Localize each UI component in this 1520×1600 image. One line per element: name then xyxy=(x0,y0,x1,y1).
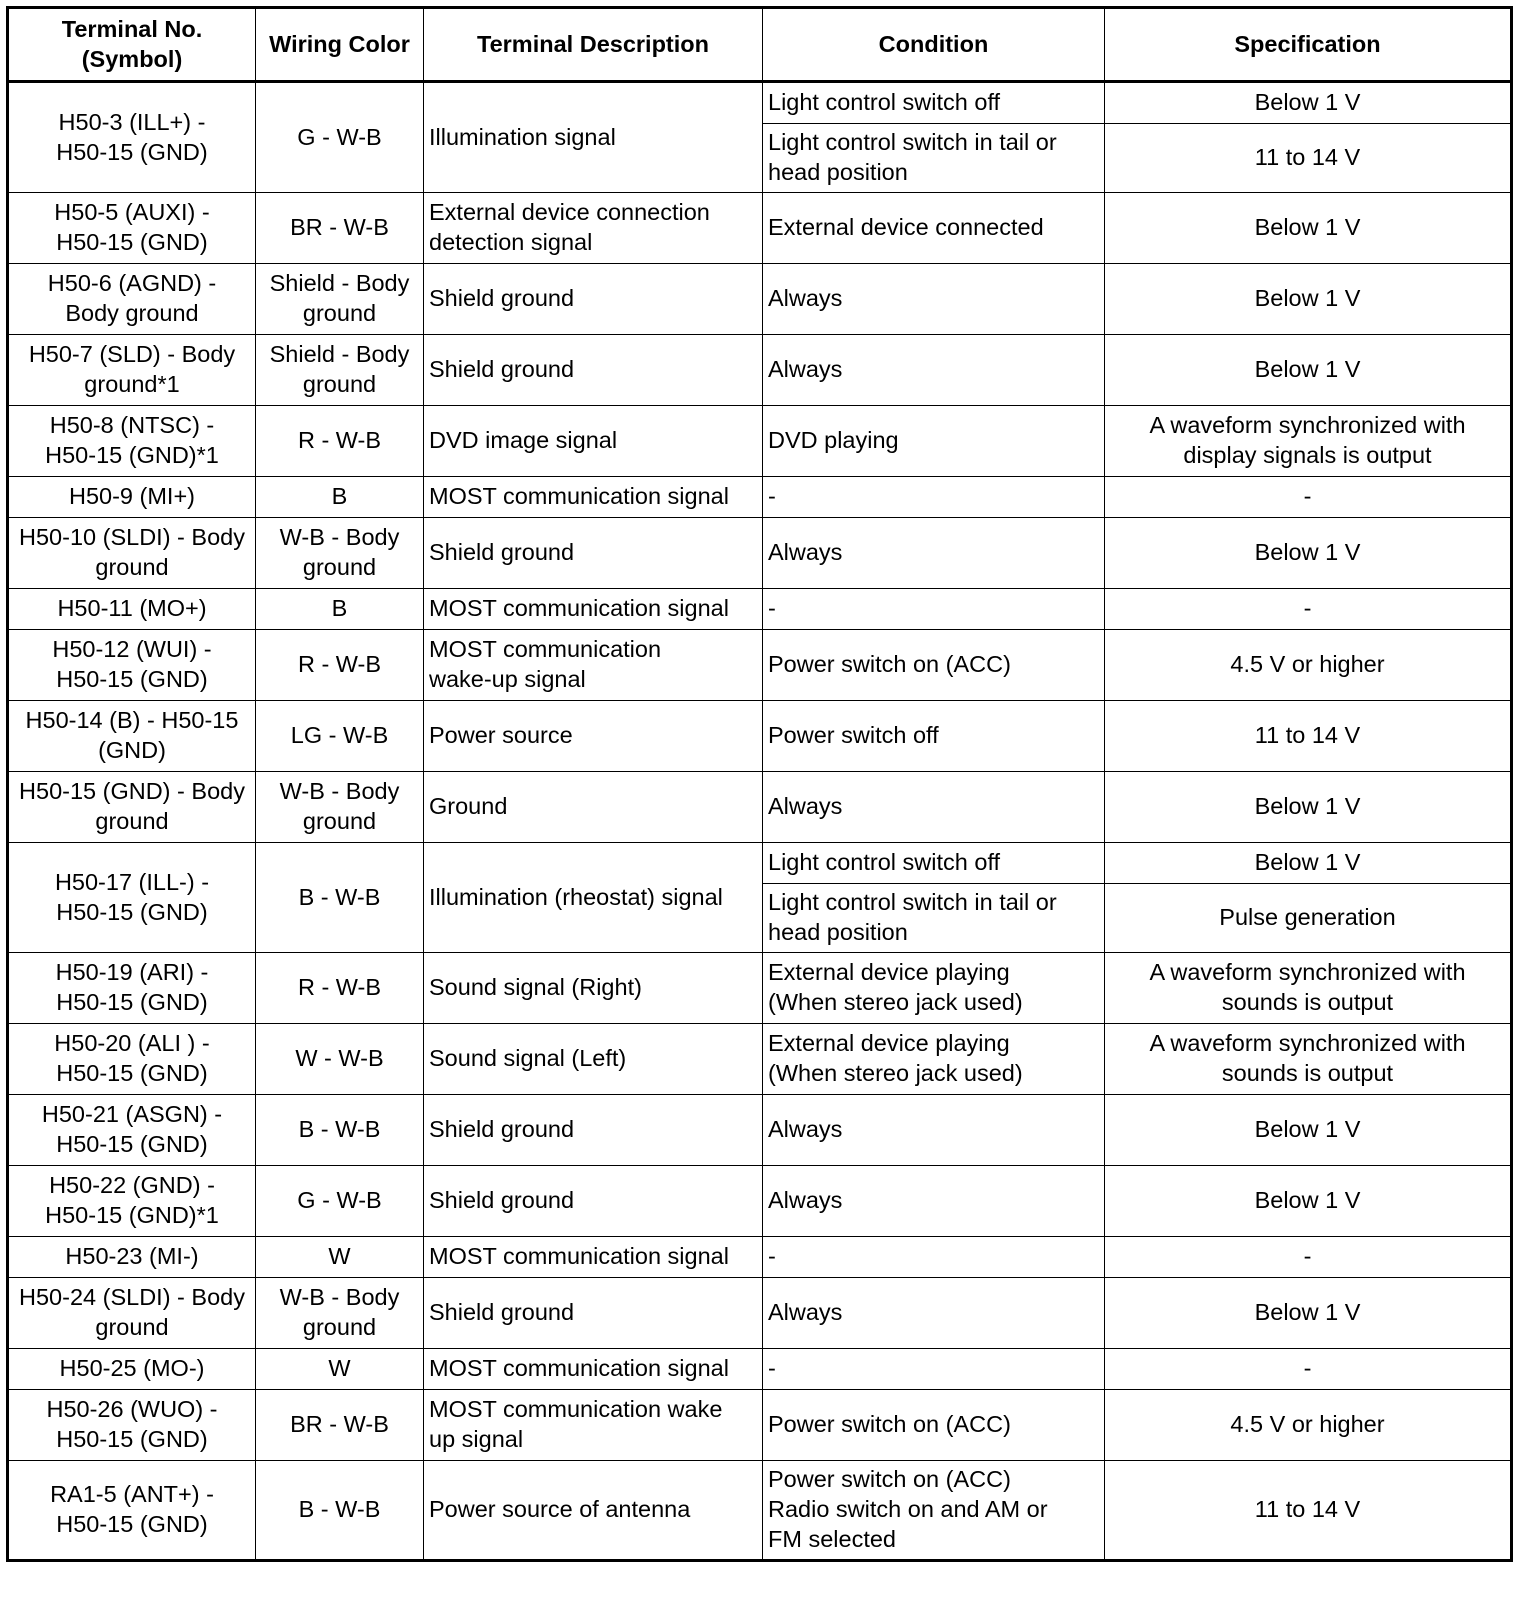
wiring-color-cell-text: B xyxy=(331,595,348,622)
description-cell-text: External device connection detection signal xyxy=(429,199,710,255)
description-cell xyxy=(424,1237,763,1278)
condition-cell xyxy=(763,1237,1105,1278)
header-terminal-description xyxy=(424,8,763,82)
table-row xyxy=(8,1237,1512,1278)
description-cell xyxy=(424,953,763,1024)
description-cell-text: Power source of antenna xyxy=(429,1496,691,1523)
condition-cell xyxy=(763,884,1105,953)
terminal-cell-text: H50-15 (GND) - Body ground xyxy=(19,778,245,834)
terminal-cell xyxy=(8,1024,256,1095)
condition-cell-text: - xyxy=(768,1243,776,1270)
terminal-cell xyxy=(8,1390,256,1461)
description-cell-text: MOST communication signal xyxy=(429,1243,729,1270)
description-cell-text: Shield ground xyxy=(429,539,575,566)
terminal-cell-text: H50-26 (WUO) - H50-15 (GND) xyxy=(46,1396,218,1452)
specification-cell-text: Below 1 V xyxy=(1254,793,1361,820)
table-row xyxy=(8,630,1512,701)
terminal-cell-text: H50-5 (AUXI) - H50-15 (GND) xyxy=(54,199,210,255)
wiring-color-cell-text: B - W-B xyxy=(298,883,381,910)
condition-cell xyxy=(763,477,1105,518)
description-cell-text: Shield ground xyxy=(429,285,575,312)
wiring-color-cell-text: Shield - Body ground xyxy=(269,270,410,326)
header-description-label: Terminal Description xyxy=(476,30,709,57)
wiring-color-cell xyxy=(256,1461,424,1561)
condition-cell-text: External device playing (When stereo jack used) xyxy=(768,959,1023,1015)
specification-cell-text: Below 1 V xyxy=(1254,356,1361,383)
terminal-cell-text: H50-14 (B) - H50-15 (GND) xyxy=(25,707,239,763)
condition-cell xyxy=(763,953,1105,1024)
wiring-color-cell xyxy=(256,701,424,772)
terminal-cell-text: H50-10 (SLDI) - Body ground xyxy=(19,524,245,580)
specification-cell xyxy=(1105,1237,1512,1278)
wiring-color-cell xyxy=(256,1024,424,1095)
wiring-color-cell-text: G - W-B xyxy=(297,123,382,150)
description-cell xyxy=(424,1349,763,1390)
specification-cell-text: Below 1 V xyxy=(1254,89,1361,116)
condition-cell-text: Power switch off xyxy=(768,722,939,749)
specification-cell xyxy=(1105,1166,1512,1237)
terminal-cell xyxy=(8,82,256,193)
description-cell-text: Sound signal (Left) xyxy=(429,1045,627,1072)
specification-cell-text: 4.5 V or higher xyxy=(1230,651,1385,678)
table-row xyxy=(8,477,1512,518)
specification-cell xyxy=(1105,953,1512,1024)
terminal-cell-text: H50-25 (MO-) xyxy=(59,1355,205,1382)
specification-cell-text: A waveform synchronized with display signals is output xyxy=(1149,412,1466,468)
terminal-cell xyxy=(8,1461,256,1561)
table-row xyxy=(8,406,1512,477)
wiring-color-cell-text: R - W-B xyxy=(297,427,382,454)
wiring-color-cell xyxy=(256,264,424,335)
specification-cell-text: Below 1 V xyxy=(1254,1116,1361,1143)
wiring-color-cell xyxy=(256,953,424,1024)
condition-cell-text: Always xyxy=(768,1299,843,1326)
table-row xyxy=(8,1390,1512,1461)
wiring-color-cell-text: B - W-B xyxy=(298,1116,381,1143)
description-cell xyxy=(424,264,763,335)
table-row xyxy=(8,1349,1512,1390)
condition-cell-text: Always xyxy=(768,1187,843,1214)
condition-cell xyxy=(763,701,1105,772)
description-cell-text: Sound signal (Right) xyxy=(429,974,642,1001)
condition-cell xyxy=(763,1278,1105,1349)
description-cell xyxy=(424,477,763,518)
specification-cell xyxy=(1105,1349,1512,1390)
condition-cell-text: Light control switch off xyxy=(768,849,1001,876)
condition-cell xyxy=(763,406,1105,477)
terminal-cell-text: H50-21 (ASGN) - H50-15 (GND) xyxy=(41,1101,223,1157)
wiring-color-cell-text: W-B - Body ground xyxy=(279,778,400,834)
description-cell xyxy=(424,82,763,193)
wiring-color-cell xyxy=(256,193,424,264)
terminal-cell xyxy=(8,1166,256,1237)
terminal-cell xyxy=(8,1237,256,1278)
condition-cell-text: Always xyxy=(768,285,843,312)
description-cell xyxy=(424,843,763,953)
wiring-color-cell-text: Shield - Body ground xyxy=(269,341,410,397)
terminal-spec-table xyxy=(6,6,1513,1562)
wiring-color-cell xyxy=(256,335,424,406)
wiring-color-cell-text: W xyxy=(328,1243,351,1270)
specification-cell-text: Below 1 V xyxy=(1254,539,1361,566)
specification-cell-text: A waveform synchronized with sounds is output xyxy=(1149,959,1466,1015)
specification-cell xyxy=(1105,518,1512,589)
specification-cell-text: A waveform synchronized with sounds is output xyxy=(1149,1030,1466,1086)
specification-cell xyxy=(1105,406,1512,477)
description-cell-text: Illumination (rheostat) signal xyxy=(429,883,723,910)
condition-cell xyxy=(763,1024,1105,1095)
terminal-cell-text: H50-7 (SLD) - Body ground*1 xyxy=(28,341,236,397)
terminal-cell-text: H50-3 (ILL+) - H50-15 (GND) xyxy=(56,108,208,165)
terminal-cell xyxy=(8,772,256,843)
specification-cell-text: 11 to 14 V xyxy=(1254,144,1361,171)
specification-cell xyxy=(1105,193,1512,264)
header-wiring-color xyxy=(256,8,424,82)
specification-cell-text: Below 1 V xyxy=(1254,1187,1361,1214)
condition-cell xyxy=(763,193,1105,264)
specification-cell xyxy=(1105,843,1512,884)
table-row xyxy=(8,193,1512,264)
description-cell-text: Ground xyxy=(429,793,508,820)
specification-cell-text: Below 1 V xyxy=(1254,214,1361,241)
table-header xyxy=(8,8,1512,82)
terminal-cell xyxy=(8,518,256,589)
condition-cell xyxy=(763,1095,1105,1166)
condition-cell-text: Light control switch in tail or head position xyxy=(768,889,1057,945)
condition-cell xyxy=(763,335,1105,406)
header-terminal-label: Terminal No. (Symbol) xyxy=(61,15,203,72)
wiring-color-cell-text: G - W-B xyxy=(297,1187,382,1214)
description-cell-text: Shield ground xyxy=(429,1116,575,1143)
description-cell-text: MOST communication signal xyxy=(429,483,729,510)
specification-cell xyxy=(1105,1024,1512,1095)
description-cell xyxy=(424,1024,763,1095)
description-cell xyxy=(424,518,763,589)
condition-cell xyxy=(763,1461,1105,1561)
wiring-color-cell-text: R - W-B xyxy=(297,974,382,1001)
wiring-color-cell-text: B xyxy=(331,483,348,510)
description-cell xyxy=(424,1166,763,1237)
terminal-cell xyxy=(8,1278,256,1349)
specification-cell xyxy=(1105,589,1512,630)
terminal-cell xyxy=(8,1349,256,1390)
table-row xyxy=(8,701,1512,772)
terminal-spec-document xyxy=(6,6,1513,1562)
wiring-color-cell xyxy=(256,1349,424,1390)
terminal-cell-text: H50-8 (NTSC) - H50-15 (GND)*1 xyxy=(45,412,219,468)
description-cell-text: Shield ground xyxy=(429,1187,575,1214)
specification-cell xyxy=(1105,884,1512,953)
specification-cell-text: - xyxy=(1303,1355,1312,1382)
condition-cell-text: - xyxy=(768,1355,776,1382)
condition-cell-text: Always xyxy=(768,793,843,820)
condition-cell-text: Always xyxy=(768,539,843,566)
specification-cell-text: 11 to 14 V xyxy=(1254,1496,1361,1523)
specification-cell xyxy=(1105,477,1512,518)
specification-cell xyxy=(1105,124,1512,193)
condition-cell xyxy=(763,1390,1105,1461)
description-cell xyxy=(424,193,763,264)
specification-cell xyxy=(1105,1461,1512,1561)
table-row xyxy=(8,335,1512,406)
table-row xyxy=(8,1278,1512,1349)
table-row xyxy=(8,1461,1512,1561)
condition-cell xyxy=(763,1166,1105,1237)
description-cell-text: Shield ground xyxy=(429,1299,575,1326)
terminal-cell-text: H50-9 (MI+) xyxy=(68,483,195,510)
specification-cell xyxy=(1105,335,1512,406)
description-cell-text: Shield ground xyxy=(429,356,575,383)
specification-cell xyxy=(1105,772,1512,843)
table-row xyxy=(8,518,1512,589)
terminal-cell xyxy=(8,193,256,264)
specification-cell xyxy=(1105,1390,1512,1461)
description-cell-text: DVD image signal xyxy=(429,427,618,454)
wiring-color-cell-text: R - W-B xyxy=(297,651,382,678)
condition-cell xyxy=(763,518,1105,589)
wiring-color-cell xyxy=(256,589,424,630)
table-row xyxy=(8,589,1512,630)
description-cell-text: MOST communication signal xyxy=(429,595,729,622)
terminal-cell xyxy=(8,1095,256,1166)
condition-cell xyxy=(763,1349,1105,1390)
wiring-color-cell xyxy=(256,518,424,589)
specification-cell-text: - xyxy=(1303,1243,1312,1270)
terminal-cell-text: H50-23 (MI-) xyxy=(65,1243,199,1270)
header-condition-label: Condition xyxy=(878,30,989,57)
condition-cell-text: - xyxy=(768,483,776,510)
description-cell xyxy=(424,589,763,630)
terminal-cell-text: RA1-5 (ANT+) - H50-15 (GND) xyxy=(50,1481,214,1537)
terminal-cell-text: H50-12 (WUI) - H50-15 (GND) xyxy=(52,636,212,692)
condition-cell-text: External device connected xyxy=(768,214,1044,241)
wiring-color-cell xyxy=(256,82,424,193)
wiring-color-cell xyxy=(256,1095,424,1166)
condition-cell xyxy=(763,82,1105,124)
specification-cell-text: - xyxy=(1303,483,1312,510)
condition-cell-text: External device playing (When stereo jack used) xyxy=(768,1030,1023,1086)
terminal-cell-text: H50-22 (GND) - H50-15 (GND)*1 xyxy=(45,1172,219,1228)
specification-cell-text: Below 1 V xyxy=(1254,1299,1361,1326)
table-row xyxy=(8,264,1512,335)
header-terminal xyxy=(8,8,256,82)
condition-cell-text: Light control switch off xyxy=(768,89,1001,116)
wiring-color-cell xyxy=(256,477,424,518)
wiring-color-cell-text: W-B - Body ground xyxy=(279,524,400,580)
terminal-cell xyxy=(8,406,256,477)
terminal-cell-text: H50-20 (ALI ) - H50-15 (GND) xyxy=(54,1030,210,1086)
condition-cell xyxy=(763,264,1105,335)
description-cell xyxy=(424,1095,763,1166)
description-cell xyxy=(424,772,763,843)
specification-cell-text: Below 1 V xyxy=(1254,849,1361,876)
specification-cell-text: Below 1 V xyxy=(1254,285,1361,312)
specification-cell xyxy=(1105,630,1512,701)
terminal-cell-text: H50-24 (SLDI) - Body ground xyxy=(19,1284,245,1340)
specification-cell-text: Pulse generation xyxy=(1219,904,1396,931)
terminal-cell xyxy=(8,953,256,1024)
condition-cell xyxy=(763,630,1105,701)
terminal-cell xyxy=(8,843,256,953)
header-specification xyxy=(1105,8,1512,82)
specification-cell xyxy=(1105,1278,1512,1349)
description-cell-text: MOST communication wake-up signal xyxy=(429,636,662,692)
description-cell xyxy=(424,1461,763,1561)
description-cell xyxy=(424,1278,763,1349)
specification-cell xyxy=(1105,264,1512,335)
condition-cell-text: Power switch on (ACC) xyxy=(768,651,1011,678)
header-wiring-label: Wiring Color xyxy=(269,30,410,57)
wiring-color-cell-text: B - W-B xyxy=(298,1496,381,1523)
table-body xyxy=(8,82,1512,1561)
specification-cell-text: 11 to 14 V xyxy=(1254,722,1361,749)
table-row xyxy=(8,1095,1512,1166)
terminal-cell xyxy=(8,477,256,518)
specification-cell xyxy=(1105,1095,1512,1166)
wiring-color-cell-text: LG - W-B xyxy=(290,722,389,749)
terminal-cell-text: H50-11 (MO+) xyxy=(57,595,207,622)
wiring-color-cell xyxy=(256,1390,424,1461)
description-cell-text: MOST communication wake up signal xyxy=(429,1396,723,1452)
terminal-cell xyxy=(8,589,256,630)
wiring-color-cell-text: W xyxy=(328,1355,351,1382)
specification-cell-text: 4.5 V or higher xyxy=(1230,1411,1385,1438)
wiring-color-cell xyxy=(256,1237,424,1278)
condition-cell-text: - xyxy=(768,595,776,622)
wiring-color-cell-text: BR - W-B xyxy=(290,1411,389,1438)
wiring-color-cell xyxy=(256,406,424,477)
wiring-color-cell-text: W - W-B xyxy=(295,1045,384,1072)
condition-cell-text: Power switch on (ACC) xyxy=(768,1411,1011,1438)
description-cell xyxy=(424,1390,763,1461)
description-cell xyxy=(424,335,763,406)
description-cell-text: MOST communication signal xyxy=(429,1355,729,1382)
table-row xyxy=(8,843,1512,884)
description-cell xyxy=(424,630,763,701)
condition-cell-text: Power switch on (ACC) Radio switch on and AM or FM selected xyxy=(768,1466,1048,1552)
specification-cell xyxy=(1105,701,1512,772)
specification-cell-text: - xyxy=(1303,595,1312,622)
terminal-cell-text: H50-17 (ILL-) - H50-15 (GND) xyxy=(54,868,210,925)
table-row xyxy=(8,772,1512,843)
condition-cell xyxy=(763,772,1105,843)
terminal-cell-text: H50-19 (ARI) - H50-15 (GND) xyxy=(55,959,209,1015)
wiring-color-cell xyxy=(256,630,424,701)
table-row xyxy=(8,953,1512,1024)
specification-cell xyxy=(1105,82,1512,124)
table-row xyxy=(8,82,1512,124)
condition-cell-text: Always xyxy=(768,356,843,383)
condition-cell xyxy=(763,589,1105,630)
table-row xyxy=(8,1166,1512,1237)
condition-cell xyxy=(763,843,1105,884)
condition-cell-text: DVD playing xyxy=(768,427,899,454)
terminal-cell xyxy=(8,264,256,335)
terminal-cell xyxy=(8,630,256,701)
description-cell xyxy=(424,701,763,772)
wiring-color-cell-text: BR - W-B xyxy=(290,214,389,241)
header-specification-label: Specification xyxy=(1234,30,1381,57)
header-row xyxy=(8,8,1512,82)
description-cell xyxy=(424,406,763,477)
wiring-color-cell xyxy=(256,843,424,953)
terminal-cell-text: H50-6 (AGND) - Body ground xyxy=(47,270,217,326)
wiring-color-cell xyxy=(256,772,424,843)
condition-cell-text: Always xyxy=(768,1116,843,1143)
terminal-cell xyxy=(8,701,256,772)
wiring-color-cell xyxy=(256,1278,424,1349)
description-cell-text: Power source xyxy=(429,722,573,749)
condition-cell xyxy=(763,124,1105,193)
wiring-color-cell xyxy=(256,1166,424,1237)
header-condition xyxy=(763,8,1105,82)
terminal-cell xyxy=(8,335,256,406)
description-cell-text: Illumination signal xyxy=(429,123,616,150)
table-row xyxy=(8,1024,1512,1095)
wiring-color-cell-text: W-B - Body ground xyxy=(279,1284,400,1340)
condition-cell-text: Light control switch in tail or head position xyxy=(768,129,1057,185)
